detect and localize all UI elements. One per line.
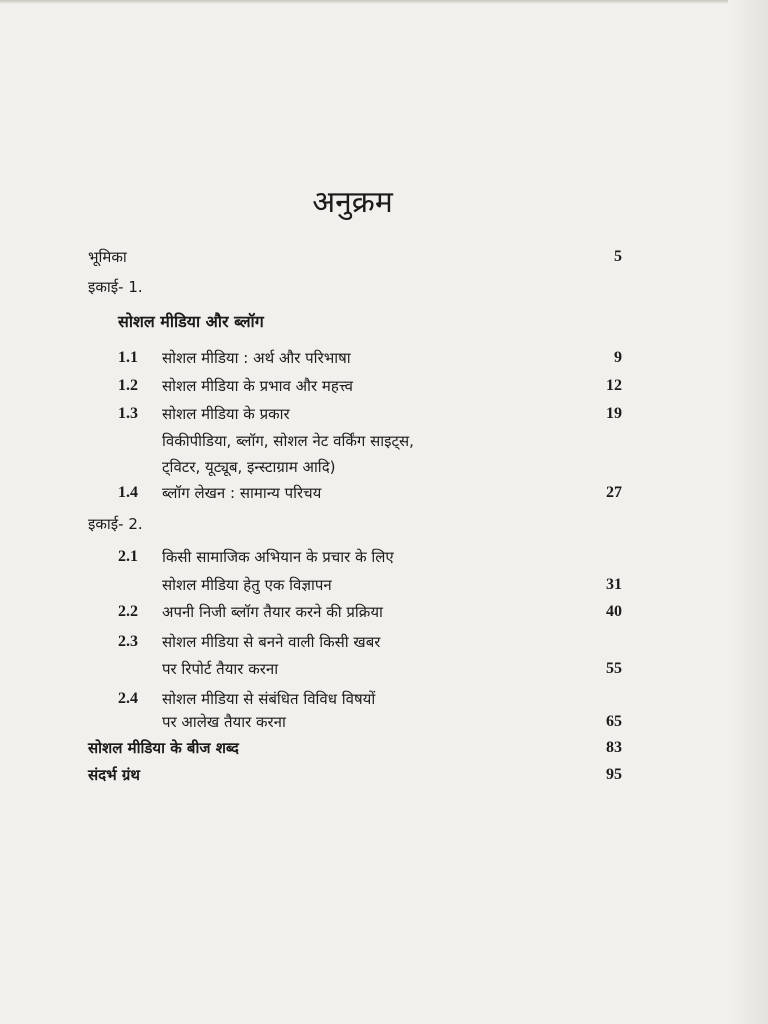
toc-entry-1-3 <box>0 401 768 427</box>
entry-text: इकाई- 1. <box>88 278 143 296</box>
section-number: 1.4 <box>118 484 138 501</box>
unit-heading-2 <box>0 511 768 537</box>
page-number: 12 <box>606 377 622 394</box>
entry-text: अपनी निजी ब्लॉग तैयार करने की प्रक्रिया <box>162 603 383 621</box>
section-number: 2.2 <box>118 603 138 620</box>
entry-text: सोशल मीडिया से बनने वाली किसी खबर <box>162 633 381 651</box>
toc-entry-2-3 <box>0 629 768 655</box>
unit-title-1 <box>0 309 768 335</box>
toc-entry-2-4-line2 <box>0 709 768 735</box>
toc-entry-references <box>0 762 768 788</box>
toc-entry-bhumika <box>0 244 768 270</box>
toc-entry-1-1 <box>0 345 768 371</box>
page-number: 31 <box>606 576 622 593</box>
toc-entry-2-1 <box>0 544 768 570</box>
toc-entry-2-3-line2 <box>0 656 768 682</box>
page-number: 40 <box>606 603 622 620</box>
page-top-edge <box>0 0 768 4</box>
section-number: 1.2 <box>118 377 138 394</box>
page-number: 55 <box>606 660 622 677</box>
entry-text: सोशल मीडिया और ब्लॉग <box>118 312 264 331</box>
entry-text: ब्लॉग लेखन : सामान्य परिचय <box>162 484 322 502</box>
entry-text: सोशल मीडिया के प्रकार <box>162 405 290 423</box>
entry-text: किसी सामाजिक अभियान के प्रचार के लिए <box>162 548 394 566</box>
section-number: 2.4 <box>118 690 138 707</box>
page-number: 65 <box>606 713 622 730</box>
section-number: 2.1 <box>118 548 138 565</box>
page-number: 19 <box>606 405 622 422</box>
unit-heading-1 <box>0 274 768 300</box>
entry-text: सोशल मीडिया के प्रभाव और महत्त्व <box>162 377 353 395</box>
toc-entry-keywords <box>0 735 768 761</box>
entry-text: सोशल मीडिया के बीज शब्द <box>88 739 239 757</box>
section-number: 1.1 <box>118 349 138 366</box>
toc-entry-2-2 <box>0 599 768 625</box>
toc-entry-2-1-line2 <box>0 572 768 598</box>
page-title: अनुक्रम <box>312 185 393 220</box>
page-number: 83 <box>606 739 622 756</box>
entry-text: सोशल मीडिया : अर्थ और परिभाषा <box>162 349 351 367</box>
toc-entry-1-2 <box>0 373 768 399</box>
entry-text: संदर्भ ग्रंथ <box>88 766 140 784</box>
toc-entry-1-3-line2 <box>0 428 768 454</box>
entry-text: भूमिका <box>88 248 127 266</box>
entry-text: सोशल मीडिया हेतु एक विज्ञापन <box>162 576 332 594</box>
entry-text: विकीपीडिया, ब्लॉग, सोशल नेट वर्किंग साइट्स, <box>162 432 414 450</box>
section-number: 2.3 <box>118 633 138 650</box>
toc-entry-1-3-line3 <box>0 454 768 480</box>
entry-text: सोशल मीडिया से संबंधित विविध विषयों <box>162 690 376 708</box>
page-number: 9 <box>614 349 622 366</box>
entry-text: पर आलेख तैयार करना <box>162 713 286 731</box>
toc-entry-1-4 <box>0 480 768 506</box>
page-number: 27 <box>606 484 622 501</box>
section-number: 1.3 <box>118 405 138 422</box>
entry-text: इकाई- 2. <box>88 515 143 533</box>
page-number: 95 <box>606 766 622 783</box>
entry-text: ट्विटर, यूट्यूब, इन्स्टाग्राम आदि) <box>162 458 336 476</box>
page-number: 5 <box>614 248 622 265</box>
entry-text: पर रिपोर्ट तैयार करना <box>162 660 279 678</box>
